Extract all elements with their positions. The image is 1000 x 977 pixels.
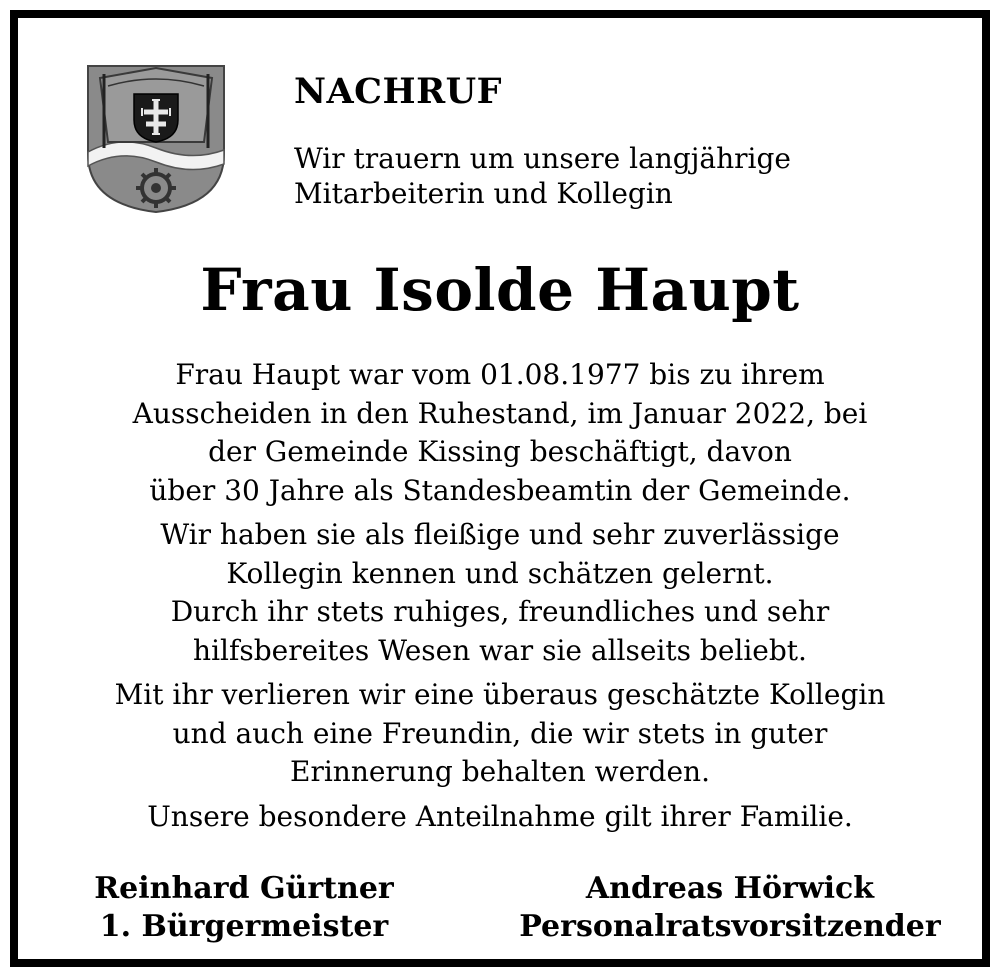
paragraph-condolence (38, 798, 962, 837)
intro-text (294, 141, 944, 211)
notice-body (38, 356, 962, 842)
deceased-name: Frau Isolde Haupt (200, 256, 800, 324)
signatory-role: Personalratsvorsitzender (519, 909, 941, 944)
body-line: Mit ihr verlieren wir eine überaus geschätzte Kollegin (114, 678, 886, 711)
paragraph-service (38, 356, 962, 510)
body-line: Durch ihr stets ruhiges, freundliches und sehr (170, 595, 830, 628)
body-line: über 30 Jahre als Standesbeamtin der Gemeinde. (149, 473, 851, 507)
body-line: der Gemeinde Kissing beschäftigt, davon (208, 435, 792, 468)
body-line: Unsere besondere Anteilnahme gilt ihrer Familie. (147, 799, 853, 833)
signature-staff-council (492, 870, 968, 946)
body-line: Wir haben sie als fleißige und sehr zuverlässige (160, 518, 840, 551)
paragraph-loss (38, 676, 962, 792)
signature-mayor (66, 870, 422, 946)
body-line: Erinnerung behalten werden. (290, 755, 710, 788)
body-line: hilfsbereites Wesen war sie allseits beliebt. (193, 633, 807, 667)
body-line: Ausscheiden in den Ruhestand, im Januar 2022, bei (132, 396, 868, 430)
header-block (294, 70, 944, 211)
body-line: Kollegin kennen und schätzen gelernt. (226, 556, 774, 590)
body-line: und auch eine Freundin, die wir stets in guter (172, 716, 828, 750)
paragraph-character (38, 516, 962, 670)
obituary-notice (10, 10, 990, 967)
signatory-role: 1. Bürgermeister (99, 909, 389, 944)
municipal-coat-of-arms-icon (86, 64, 226, 214)
notice-title: NACHRUF (294, 71, 503, 112)
signatory-name: Reinhard Gürtner (94, 871, 394, 906)
intro-line: Wir trauern um unsere langjährige (294, 142, 791, 175)
signatory-name: Andreas Hörwick (585, 871, 875, 906)
body-line: Frau Haupt war vom 01.08.1977 bis zu ihrem (175, 358, 825, 391)
intro-line: Mitarbeiterin und Kollegin (294, 177, 673, 210)
